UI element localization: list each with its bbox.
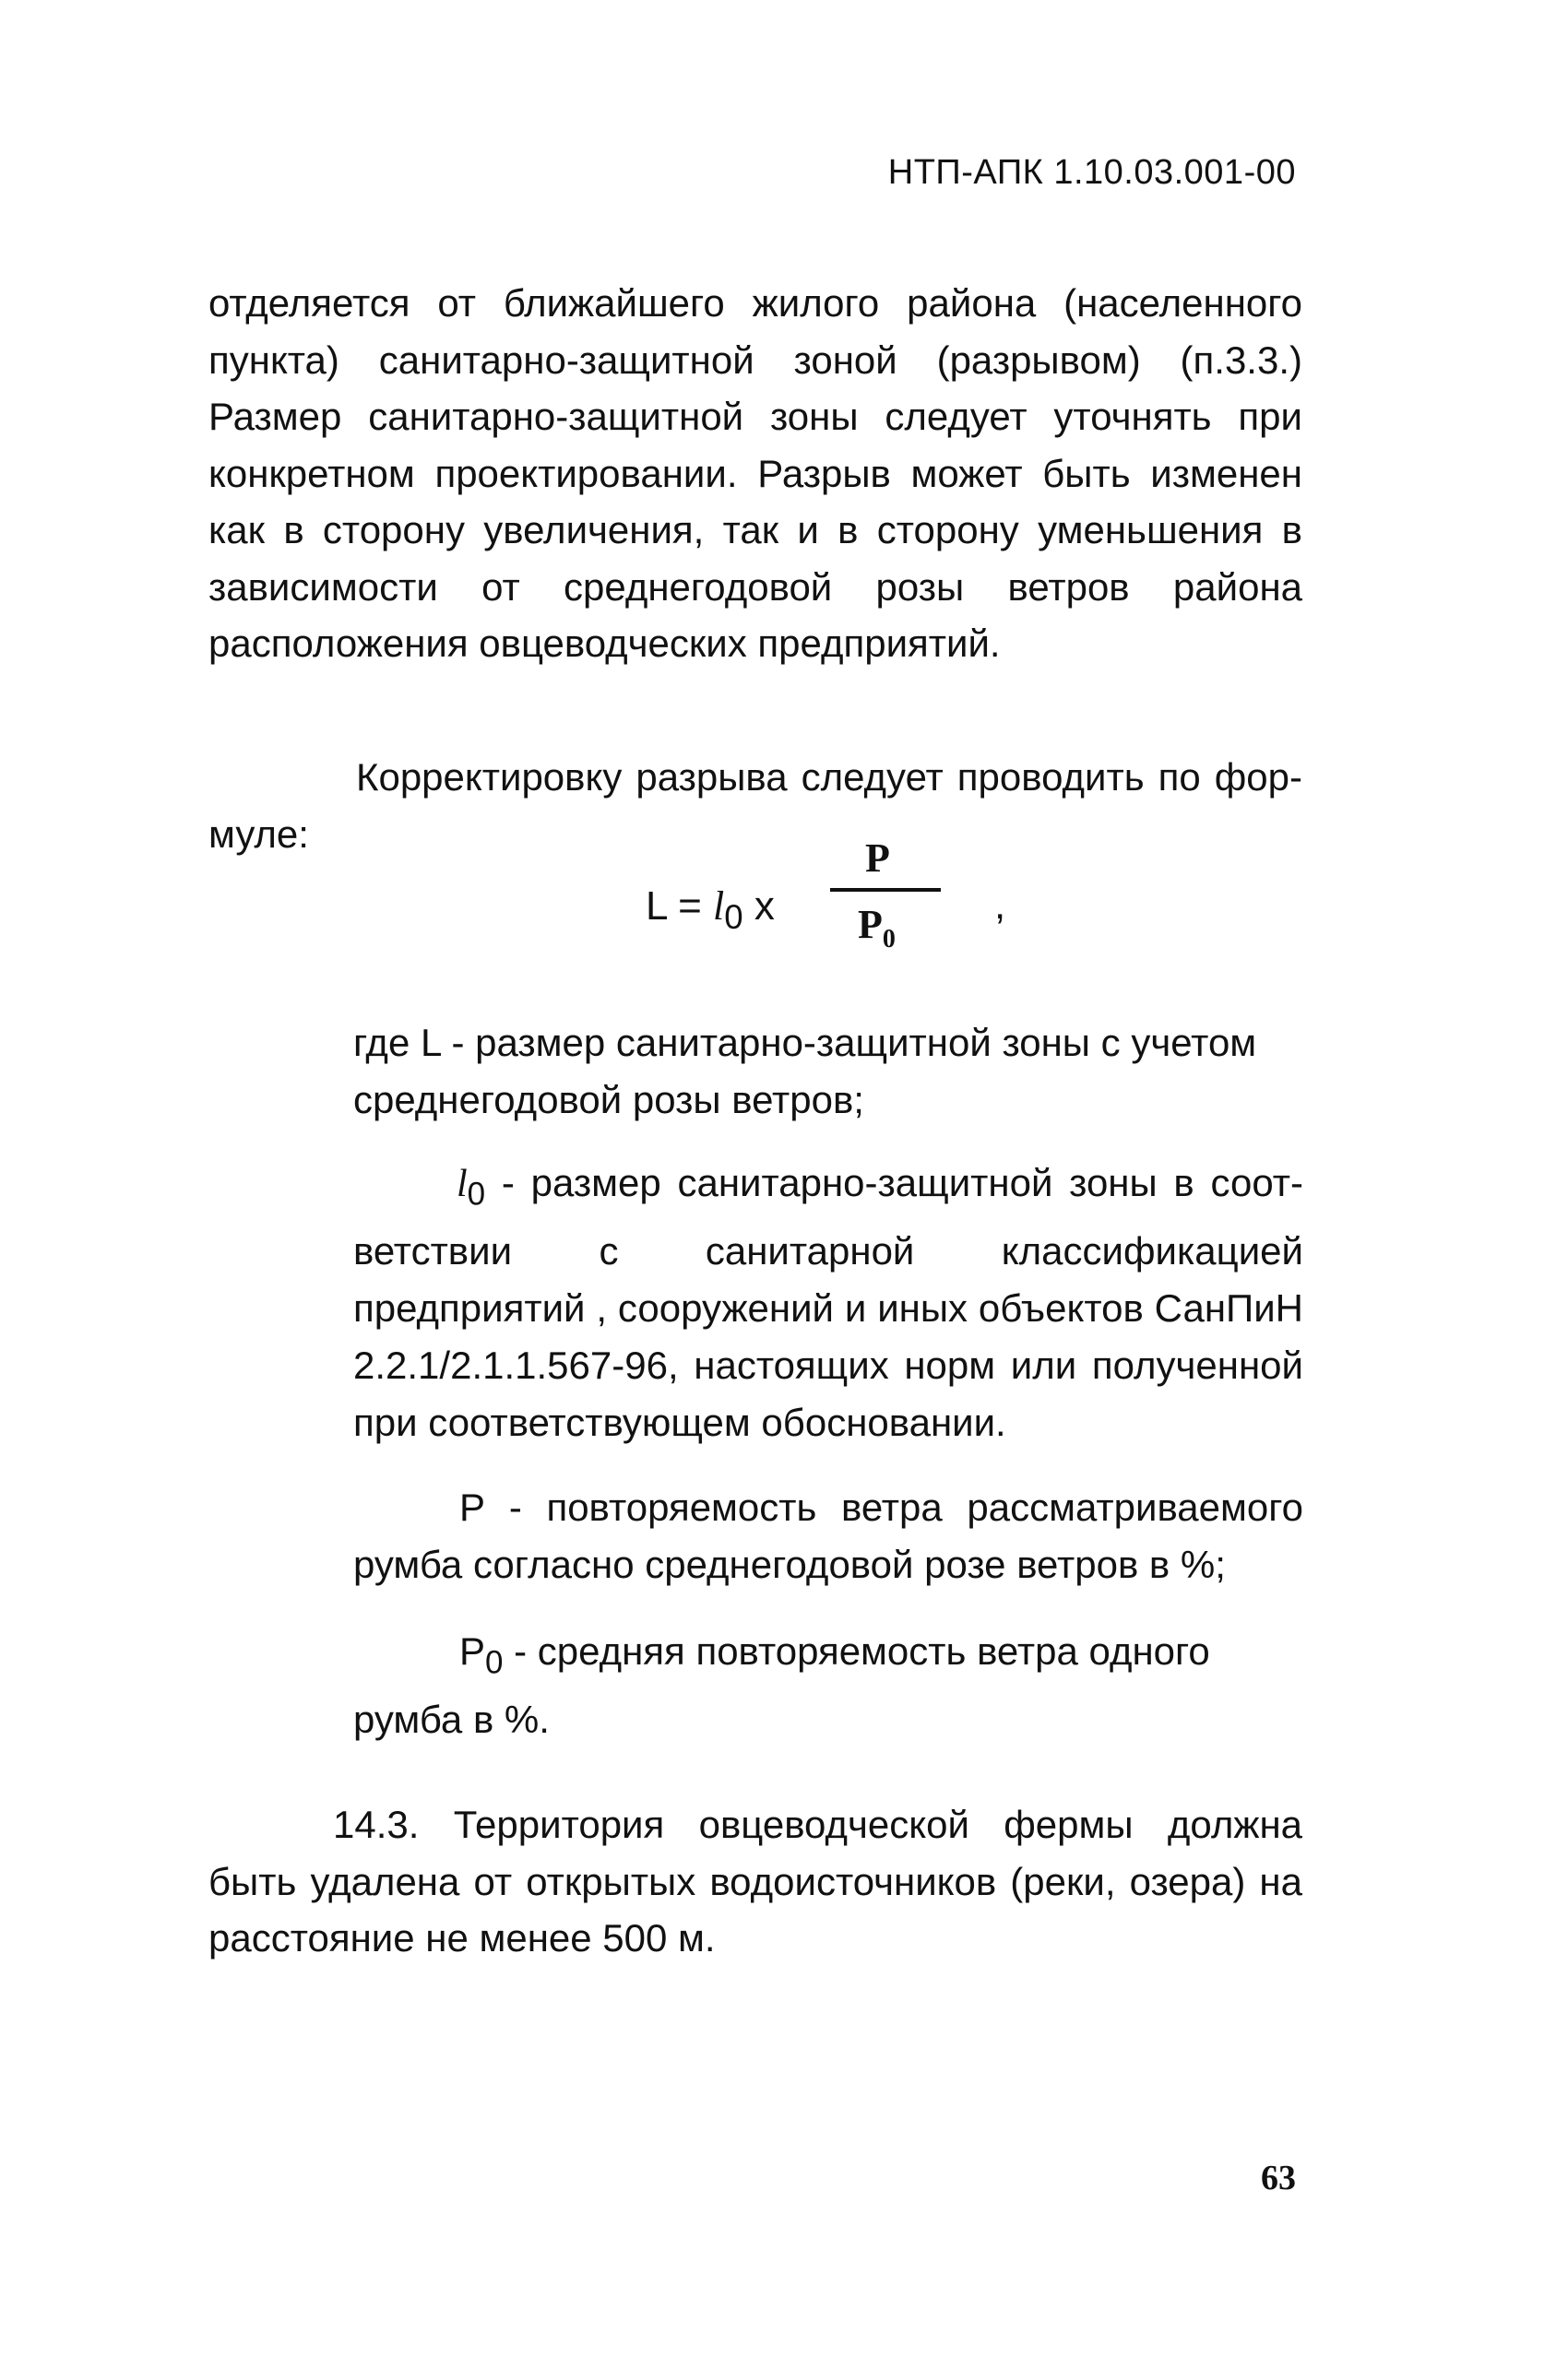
definition-L-prefix: где	[353, 1021, 410, 1064]
paragraph-sanitary-zone: отделяется от ближайшего жилого района (населенного пункта) санитарно-защитной зоной (разрывом) (п.3.3.) Размер санитарно-защитной зоны следует уточнять при конкретном проектировании. Разрыв может быть изменен как в сторону увеличения, так и в сторону уменьшения в зависимости от среднегодовой розы ветров района расположения овцеводческих предприятий.	[208, 281, 1302, 665]
definition-L	[353, 1014, 1303, 1129]
definition-P	[353, 1479, 1303, 1593]
formula-times: x	[742, 883, 775, 929]
definition-P0-symbol: P	[459, 1629, 486, 1673]
formula-comma: ,	[994, 882, 1006, 928]
paragraph-14-3	[208, 1796, 1302, 1967]
definition-P-line2: румба согласно среднегодовой розе ветров в %;	[353, 1543, 1226, 1586]
formula-intro-line1: Корректировку разрыва следует проводить по фор-	[356, 755, 1302, 799]
definition-l0-line1	[353, 1154, 1303, 1223]
formula-l0-subscript: 0	[724, 897, 743, 936]
definition-P-line1	[353, 1479, 1303, 1536]
definition-l0	[353, 1154, 1303, 1451]
definition-P0-subscript: 0	[485, 1644, 504, 1681]
formula-denominator-symbol: P	[858, 902, 883, 947]
formula-lhs	[646, 882, 775, 937]
definition-P-symbol: P	[459, 1486, 485, 1529]
definition-L-line2: среднегодовой розы ветров;	[353, 1078, 864, 1121]
formula-l-equals: L =	[646, 883, 713, 929]
definition-P0-line2: румба в %.	[353, 1698, 550, 1742]
definition-L-line1	[353, 1014, 1303, 1072]
paragraph-14-3-rest: быть удалена от открытых водоисточников (реки, озера) на расстояние не менее 500 м.	[208, 1859, 1302, 1960]
definition-P0	[353, 1623, 1303, 1748]
document-code-header: НТП-АПК 1.10.03.001-00	[887, 153, 1296, 192]
definition-l0-symbol: l	[457, 1163, 468, 1205]
fraction-bar	[830, 888, 941, 892]
definition-L-text1: - размер санитарно-защитной зоны с учетом	[440, 1021, 1257, 1064]
definition-l0-rest: ветствии с санитарной классификацией предприятий , сооружений и иных объектов СанПиН 2.2.1/2.1.1.567-96, настоящих норм или полученной при соответствующем обосновании.	[353, 1229, 1303, 1445]
paragraph-14-3-line1: 14.3. Территория овцеводческой фермы должна	[333, 1803, 1302, 1846]
formula-fraction	[830, 835, 941, 964]
definition-P0-text1: - средняя повторяемость ветра одного	[503, 1629, 1210, 1673]
formula-numerator: P	[865, 835, 890, 881]
formula-l0-symbol: l	[712, 883, 725, 929]
formula	[646, 835, 1015, 964]
formula-denominator	[858, 901, 896, 954]
page-number: 63	[1261, 2159, 1296, 2197]
definition-P0-line1	[353, 1623, 1303, 1691]
formula-intro-line2: муле:	[208, 811, 309, 856]
formula-denominator-subscript: 0	[882, 924, 896, 953]
definition-l0-subscript: 0	[467, 1176, 486, 1213]
definition-P-text1: - повторяемость ветра рассматриваемого	[484, 1486, 1303, 1529]
definition-l0-text1: - размер санитарно-защитной зоны в соот-	[485, 1161, 1303, 1204]
definition-L-symbol: L	[420, 1021, 441, 1064]
